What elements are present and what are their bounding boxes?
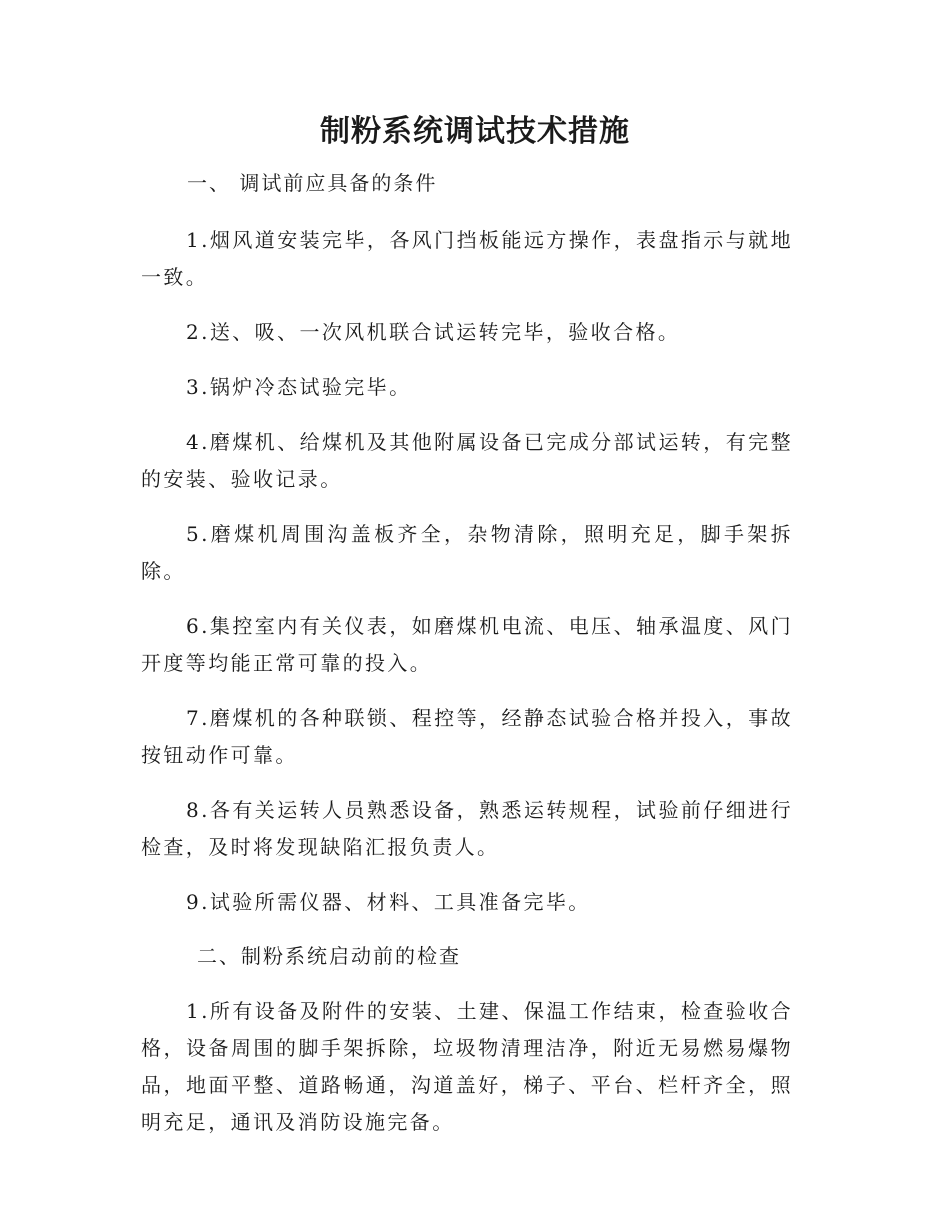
section-2-heading: 二、制粉系统启动前的检查	[197, 944, 461, 968]
section-1-item-3: 3.锅炉冷态试验完毕。	[186, 375, 412, 399]
section-1-item-4: 4.磨煤机、给煤机及其他附属设备已完成分部试运转，有完整的安装、验收记录。	[141, 430, 793, 491]
section-1-item-6: 6.集控室内有关仪表，如磨煤机电流、电压、轴承温度、风门开度等均能正常可靠的投入。	[141, 614, 793, 675]
document-title: 制粉系统调试技术措施	[320, 114, 630, 149]
section-1-heading: 一、 调试前应具备的条件	[187, 171, 438, 195]
section-1-item-1: 1.烟风道安装完毕，各风门挡板能远方操作，表盘指示与就地一致。	[141, 228, 793, 289]
section-1-item-2: 2.送、吸、一次风机联合试运转完毕，验收合格。	[186, 320, 681, 344]
section-1-item-9: 9.试验所需仪器、材料、工具准备完毕。	[186, 890, 591, 914]
section-1-item-5: 5.磨煤机周围沟盖板齐全，杂物清除，照明充足，脚手架拆除。	[141, 522, 793, 583]
section-1-item-8: 8.各有关运转人员熟悉设备，熟悉运转规程，试验前仔细进行检查，及时将发现缺陷汇报负责人。	[141, 798, 793, 859]
document-body	[141, 166, 793, 1159]
section-1-item-7: 7.磨煤机的各种联锁、程控等，经静态试验合格并投入，事故按钮动作可靠。	[141, 706, 793, 767]
section-2-item-1: 1.所有设备及附件的安装、土建、保温工作结束，检查验收合格，设备周围的脚手架拆除，垃圾物清理洁净，附近无易燃易爆物品，地面平整、道路畅通，沟道盖好，梯子、平台、栏杆齐全，照明充足，通讯及消防设施完备。	[141, 999, 793, 1134]
